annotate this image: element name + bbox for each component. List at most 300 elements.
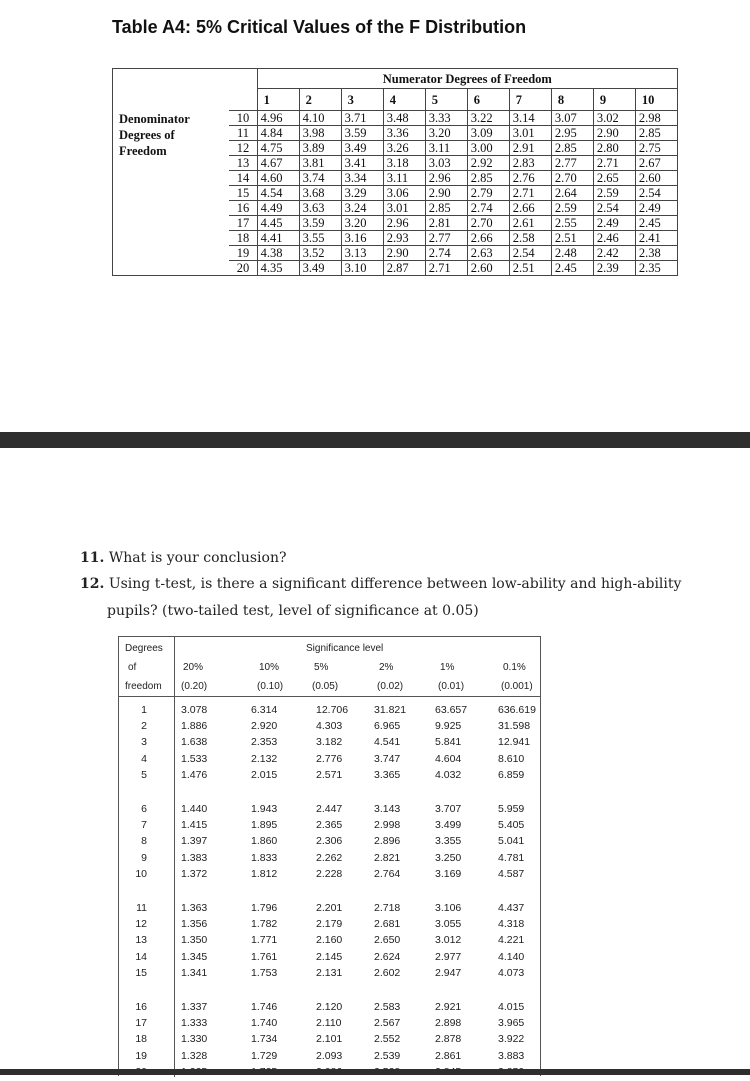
t-value-cell: 2.718	[374, 902, 401, 914]
t-value-cell: 2.306	[316, 835, 343, 848]
f-table-row	[113, 111, 678, 126]
f-value-cell: 3.07	[551, 111, 593, 126]
f-value-cell: 2.90	[593, 126, 635, 141]
f-value-cell: 3.26	[383, 141, 425, 156]
f-value-cell: 2.77	[425, 231, 467, 246]
t-value-cell: 5.841	[435, 736, 462, 749]
level-probability: (0.20)	[181, 681, 208, 692]
numerator-df-8: 8	[551, 89, 593, 111]
f-value-cell: 3.20	[341, 216, 383, 231]
df-label-of: of	[128, 662, 137, 673]
f-value-cell: 3.11	[425, 141, 467, 156]
t-df-value: 7	[141, 819, 147, 832]
f-value-cell: 4.60	[257, 171, 299, 186]
df-label-degrees: Degrees	[125, 643, 163, 654]
t-value-cell: 2.120	[316, 1001, 343, 1013]
question-12-text: Using t-test, is there a significant difference between low-ability and high-ability	[108, 576, 682, 592]
t-table-row	[119, 736, 540, 751]
f-value-cell: 3.14	[509, 111, 551, 126]
f-value-cell: 3.48	[383, 111, 425, 126]
level-percent: 20%	[183, 662, 204, 673]
f-value-cell: 3.71	[341, 111, 383, 126]
t-value-cell: 1.415	[181, 819, 208, 832]
t-value-cell: 1.761	[251, 950, 278, 963]
t-table-row	[119, 753, 540, 768]
t-value-cell: 2.898	[435, 1017, 462, 1030]
numerator-df-2: 2	[299, 89, 341, 111]
denominator-df: 11	[229, 126, 257, 141]
t-value-cell: 3.883	[498, 1049, 525, 1062]
t-value-cell: 2.160	[316, 934, 343, 947]
t-value-cell: 4.303	[316, 720, 343, 733]
f-value-cell: 2.42	[593, 246, 635, 261]
t-df-value: 9	[141, 851, 147, 864]
f-table-header-row	[113, 69, 678, 89]
t-value-cell: 4.140	[498, 950, 525, 963]
f-value-cell: 3.63	[299, 201, 341, 216]
t-value-cell: 2.821	[374, 851, 401, 864]
t-value-cell: 2.977	[435, 950, 462, 963]
t-value-cell: 1.328	[181, 1049, 208, 1062]
t-df-value: 13	[135, 934, 147, 947]
f-value-cell: 2.48	[551, 246, 593, 261]
t-value-cell: 12.706	[316, 704, 349, 716]
t-value-cell: 636.619	[498, 704, 536, 716]
f-value-cell: 3.59	[299, 216, 341, 231]
level-probability: (0.01)	[438, 681, 465, 692]
f-value-cell: 2.45	[635, 216, 677, 231]
f-value-cell: 2.75	[635, 141, 677, 156]
t-value-cell: 9.925	[435, 720, 462, 733]
denominator-df: 10	[229, 111, 257, 126]
f-value-cell: 3.11	[383, 171, 425, 186]
t-value-cell: 1.397	[181, 835, 208, 848]
t-value-cell: 1.729	[251, 1049, 278, 1062]
f-value-cell: 2.81	[425, 216, 467, 231]
question-11-text: What is your conclusion?	[108, 550, 287, 566]
f-value-cell: 4.35	[257, 261, 299, 276]
t-table-row	[119, 902, 540, 917]
t-value-cell: 2.921	[435, 1001, 462, 1013]
t-value-cell: 3.499	[435, 819, 462, 832]
f-table-corner-2	[113, 89, 258, 111]
t-value-cell: 1.440	[181, 803, 208, 815]
numerator-df-7: 7	[509, 89, 551, 111]
t-value-cell: 2.539	[374, 1049, 401, 1062]
f-value-cell: 2.60	[467, 261, 509, 276]
f-value-cell: 2.71	[425, 261, 467, 276]
f-value-cell: 3.13	[341, 246, 383, 261]
t-df-value: 11	[136, 902, 147, 914]
t-df-value: 15	[135, 966, 147, 979]
f-value-cell: 3.74	[299, 171, 341, 186]
t-value-cell: 1.383	[181, 851, 208, 864]
t-value-cell: 1.363	[181, 902, 208, 914]
t-table-row	[119, 1033, 540, 1048]
denominator-label	[113, 111, 230, 276]
t-value-cell: 3.143	[374, 803, 401, 815]
t-table-row	[119, 934, 540, 949]
t-value-cell: 3.078	[181, 704, 208, 716]
header-divider	[119, 696, 540, 697]
f-value-cell: 3.49	[341, 141, 383, 156]
f-value-cell: 3.01	[509, 126, 551, 141]
level-percent: 0.1%	[503, 662, 526, 673]
t-value-cell: 1.350	[181, 934, 208, 947]
page-title: Table A4: 5% Critical Values of the F Distribution	[112, 17, 527, 37]
t-value-cell: 3.182	[316, 736, 343, 749]
t-value-cell: 1.337	[181, 1001, 208, 1013]
question-12-continued: pupils? (two-tailed test, level of significance at 0.05)	[107, 603, 479, 619]
t-value-cell: 4.015	[498, 1001, 525, 1013]
f-value-cell: 2.49	[593, 216, 635, 231]
t-value-cell: 2.878	[435, 1033, 462, 1046]
f-value-cell: 2.59	[551, 201, 593, 216]
question-12	[80, 576, 681, 592]
t-value-cell: 5.041	[498, 835, 525, 848]
f-value-cell: 3.33	[425, 111, 467, 126]
t-value-cell: 2.132	[251, 752, 278, 765]
numerator-df-9: 9	[593, 89, 635, 111]
f-value-cell: 2.45	[551, 261, 593, 276]
t-value-cell: 1.356	[181, 918, 208, 931]
t-table-row	[119, 868, 540, 883]
t-value-cell: 2.015	[251, 768, 278, 781]
f-value-cell: 3.52	[299, 246, 341, 261]
t-value-cell: 1.771	[251, 934, 278, 947]
level-percent: 2%	[379, 662, 394, 673]
f-value-cell: 2.60	[635, 171, 677, 186]
t-value-cell: 1.476	[181, 768, 208, 781]
t-value-cell: 63.657	[435, 704, 468, 716]
t-df-value: 6	[141, 803, 147, 815]
t-value-cell: 1.333	[181, 1017, 208, 1030]
denominator-df: 14	[229, 171, 257, 186]
f-value-cell: 2.41	[635, 231, 677, 246]
f-value-cell: 2.96	[383, 216, 425, 231]
t-value-cell: 2.552	[374, 1033, 401, 1046]
level-percent: 1%	[440, 662, 455, 673]
t-distribution-table	[118, 636, 541, 1076]
denominator-df: 19	[229, 246, 257, 261]
t-value-cell: 2.861	[435, 1049, 462, 1062]
t-df-value: 19	[135, 1049, 147, 1062]
f-value-cell: 4.67	[257, 156, 299, 171]
t-value-cell: 6.314	[251, 704, 278, 716]
page-separator	[0, 432, 750, 448]
t-value-cell: 12.941	[498, 736, 531, 749]
f-value-cell: 3.01	[383, 201, 425, 216]
f-value-cell: 3.36	[383, 126, 425, 141]
t-value-cell: 2.896	[374, 835, 401, 848]
denominator-df: 16	[229, 201, 257, 216]
f-value-cell: 3.02	[593, 111, 635, 126]
f-value-cell: 2.54	[509, 246, 551, 261]
t-value-cell: 2.571	[316, 768, 343, 781]
f-value-cell: 3.81	[299, 156, 341, 171]
f-value-cell: 2.55	[551, 216, 593, 231]
f-value-cell: 2.74	[425, 246, 467, 261]
t-value-cell: 4.221	[498, 934, 525, 947]
t-table-row	[119, 1050, 540, 1065]
f-value-cell: 2.51	[551, 231, 593, 246]
t-value-cell: 4.032	[435, 768, 462, 781]
t-table-row	[119, 852, 540, 867]
t-value-cell: 3.707	[435, 803, 462, 815]
t-table-row	[119, 1001, 540, 1016]
denominator-df: 15	[229, 186, 257, 201]
t-value-cell: 1.330	[181, 1033, 208, 1046]
level-probability: (0.001)	[501, 681, 533, 692]
t-value-cell: 3.106	[435, 902, 462, 914]
f-value-cell: 2.90	[425, 186, 467, 201]
t-value-cell: 2.681	[374, 918, 401, 931]
f-value-cell: 2.90	[383, 246, 425, 261]
f-value-cell: 4.96	[257, 111, 299, 126]
f-value-cell: 3.18	[383, 156, 425, 171]
t-value-cell: 4.318	[498, 918, 525, 931]
t-table-row	[119, 951, 540, 966]
t-df-value: 8	[141, 835, 147, 848]
level-probability: (0.05)	[312, 681, 339, 692]
t-value-cell: 2.365	[316, 819, 343, 832]
t-value-cell: 1.753	[251, 966, 278, 979]
t-value-cell: 2.602	[374, 966, 401, 979]
f-value-cell: 3.68	[299, 186, 341, 201]
t-table-row	[119, 1017, 540, 1032]
t-value-cell: 1.895	[251, 819, 278, 832]
t-value-cell: 1.796	[251, 902, 278, 914]
f-value-cell: 3.20	[425, 126, 467, 141]
f-value-cell: 3.41	[341, 156, 383, 171]
t-df-value: 17	[135, 1017, 147, 1030]
f-value-cell: 2.98	[635, 111, 677, 126]
t-df-value: 1	[141, 704, 147, 716]
numerator-df-10: 10	[635, 89, 677, 111]
t-value-cell: 1.372	[181, 867, 208, 880]
denominator-df: 17	[229, 216, 257, 231]
t-value-cell: 3.355	[435, 835, 462, 848]
f-value-cell: 2.54	[635, 186, 677, 201]
numerator-df-3: 3	[341, 89, 383, 111]
t-table-row	[119, 835, 540, 850]
t-value-cell: 3.169	[435, 867, 462, 880]
f-value-cell: 3.06	[383, 186, 425, 201]
f-value-cell: 3.89	[299, 141, 341, 156]
f-value-cell: 2.77	[551, 156, 593, 171]
f-value-cell: 2.92	[467, 156, 509, 171]
t-value-cell: 2.131	[316, 966, 343, 979]
significance-level-label: Significance level	[306, 643, 384, 654]
f-value-cell: 2.58	[509, 231, 551, 246]
t-value-cell: 2.201	[316, 902, 343, 914]
t-df-value: 10	[135, 867, 147, 880]
f-value-cell: 2.76	[509, 171, 551, 186]
t-value-cell: 2.101	[316, 1033, 343, 1046]
f-value-cell: 2.66	[509, 201, 551, 216]
f-value-cell: 2.83	[509, 156, 551, 171]
f-value-cell: 2.70	[467, 216, 509, 231]
f-value-cell: 2.49	[635, 201, 677, 216]
t-value-cell: 6.859	[498, 768, 525, 781]
f-value-cell: 3.24	[341, 201, 383, 216]
t-df-value: 18	[135, 1033, 147, 1046]
f-value-cell: 4.41	[257, 231, 299, 246]
t-value-cell: 1.943	[251, 803, 278, 815]
f-value-cell: 3.55	[299, 231, 341, 246]
f-table-body	[113, 69, 678, 276]
t-df-value: 3	[141, 736, 147, 749]
t-value-cell: 4.541	[374, 736, 401, 749]
f-value-cell: 2.39	[593, 261, 635, 276]
t-value-cell: 1.886	[181, 720, 208, 733]
t-value-cell: 4.437	[498, 902, 525, 914]
f-value-cell: 4.38	[257, 246, 299, 261]
t-df-value: 14	[135, 950, 147, 963]
numerator-df-row	[113, 89, 678, 111]
t-value-cell: 5.959	[498, 803, 525, 815]
t-value-cell: 2.228	[316, 867, 343, 880]
t-table-row	[119, 967, 540, 982]
t-value-cell: 4.781	[498, 851, 525, 864]
level-percent: 5%	[314, 662, 329, 673]
question-11-number: 11.	[80, 550, 105, 566]
t-table-row	[119, 769, 540, 784]
t-value-cell: 1.746	[251, 1001, 278, 1013]
t-value-cell: 1.740	[251, 1017, 278, 1030]
t-value-cell: 2.447	[316, 803, 343, 815]
f-value-cell: 2.46	[593, 231, 635, 246]
f-value-cell: 2.63	[467, 246, 509, 261]
f-value-cell: 2.87	[383, 261, 425, 276]
f-value-cell: 3.16	[341, 231, 383, 246]
t-value-cell: 1.638	[181, 736, 208, 749]
numerator-df-4: 4	[383, 89, 425, 111]
numerator-df-6: 6	[467, 89, 509, 111]
t-value-cell: 4.587	[498, 867, 525, 880]
f-value-cell: 2.71	[509, 186, 551, 201]
t-value-cell: 1.341	[181, 966, 208, 979]
denominator-df: 12	[229, 141, 257, 156]
t-value-cell: 3.365	[374, 768, 401, 781]
t-value-cell: 3.922	[498, 1033, 525, 1046]
t-table-row	[119, 819, 540, 834]
t-value-cell: 3.250	[435, 851, 462, 864]
t-value-cell: 1.345	[181, 950, 208, 963]
f-value-cell: 2.95	[551, 126, 593, 141]
t-value-cell: 6.965	[374, 720, 401, 733]
t-value-cell: 1.812	[251, 867, 278, 880]
denominator-label-line: Freedom	[119, 143, 167, 158]
numerator-header: Numerator Degrees of Freedom	[257, 69, 677, 89]
t-df-value: 16	[135, 1001, 147, 1013]
f-value-cell: 2.70	[551, 171, 593, 186]
t-table-row	[119, 803, 540, 818]
t-value-cell: 3.965	[498, 1017, 525, 1030]
t-value-cell: 2.998	[374, 819, 401, 832]
t-value-cell: 8.610	[498, 752, 525, 765]
t-df-value: 4	[141, 752, 147, 765]
denominator-df: 13	[229, 156, 257, 171]
f-value-cell: 4.84	[257, 126, 299, 141]
level-probability: (0.02)	[377, 681, 404, 692]
f-value-cell: 3.22	[467, 111, 509, 126]
question-12-number: 12.	[80, 576, 105, 592]
t-value-cell: 1.734	[251, 1033, 278, 1046]
t-value-cell: 2.567	[374, 1017, 401, 1030]
bottom-edge	[0, 1069, 750, 1075]
t-value-cell: 4.604	[435, 752, 462, 765]
t-value-cell: 2.764	[374, 867, 401, 880]
t-df-value: 2	[141, 720, 147, 733]
t-value-cell: 31.598	[498, 720, 531, 733]
numerator-df-5: 5	[425, 89, 467, 111]
t-value-cell: 3.012	[435, 934, 462, 947]
denominator-label-line: Denominator	[119, 111, 190, 126]
t-value-cell: 2.624	[374, 950, 401, 963]
f-value-cell: 3.03	[425, 156, 467, 171]
numerator-df-1: 1	[257, 89, 299, 111]
f-value-cell: 3.59	[341, 126, 383, 141]
f-value-cell: 3.98	[299, 126, 341, 141]
f-value-cell: 4.49	[257, 201, 299, 216]
t-table-row	[119, 918, 540, 933]
t-value-cell: 3.055	[435, 918, 462, 931]
denominator-label-line: Degrees of	[119, 127, 175, 142]
t-value-cell: 5.405	[498, 819, 525, 832]
t-value-cell: 2.650	[374, 934, 401, 947]
t-value-cell: 1.533	[181, 752, 208, 765]
f-value-cell: 2.38	[635, 246, 677, 261]
f-value-cell: 4.45	[257, 216, 299, 231]
t-value-cell: 1.833	[251, 851, 278, 864]
f-value-cell: 3.09	[467, 126, 509, 141]
f-value-cell: 2.85	[551, 141, 593, 156]
f-value-cell: 4.54	[257, 186, 299, 201]
f-value-cell: 3.29	[341, 186, 383, 201]
t-value-cell: 2.776	[316, 752, 343, 765]
t-value-cell: 2.110	[316, 1017, 342, 1030]
t-value-cell: 4.073	[498, 966, 525, 979]
f-value-cell: 3.34	[341, 171, 383, 186]
f-value-cell: 2.51	[509, 261, 551, 276]
f-value-cell: 2.64	[551, 186, 593, 201]
t-value-cell: 2.262	[316, 851, 343, 864]
f-value-cell: 3.00	[467, 141, 509, 156]
f-value-cell: 2.85	[425, 201, 467, 216]
f-table-corner	[113, 69, 258, 89]
f-value-cell: 2.91	[509, 141, 551, 156]
denominator-df: 20	[229, 261, 257, 276]
f-value-cell: 2.71	[593, 156, 635, 171]
t-table-row	[119, 720, 540, 735]
t-value-cell: 1.782	[251, 918, 278, 931]
level-percent: 10%	[259, 662, 280, 673]
f-value-cell: 3.10	[341, 261, 383, 276]
t-value-cell: 1.860	[251, 835, 278, 848]
f-value-cell: 2.54	[593, 201, 635, 216]
t-table-row	[119, 704, 540, 719]
f-value-cell: 3.49	[299, 261, 341, 276]
t-df-value: 5	[141, 768, 147, 781]
denominator-df: 18	[229, 231, 257, 246]
f-value-cell: 2.67	[635, 156, 677, 171]
t-value-cell: 2.179	[316, 918, 343, 931]
f-value-cell: 4.75	[257, 141, 299, 156]
f-value-cell: 2.61	[509, 216, 551, 231]
f-value-cell: 2.66	[467, 231, 509, 246]
f-value-cell: 2.85	[467, 171, 509, 186]
